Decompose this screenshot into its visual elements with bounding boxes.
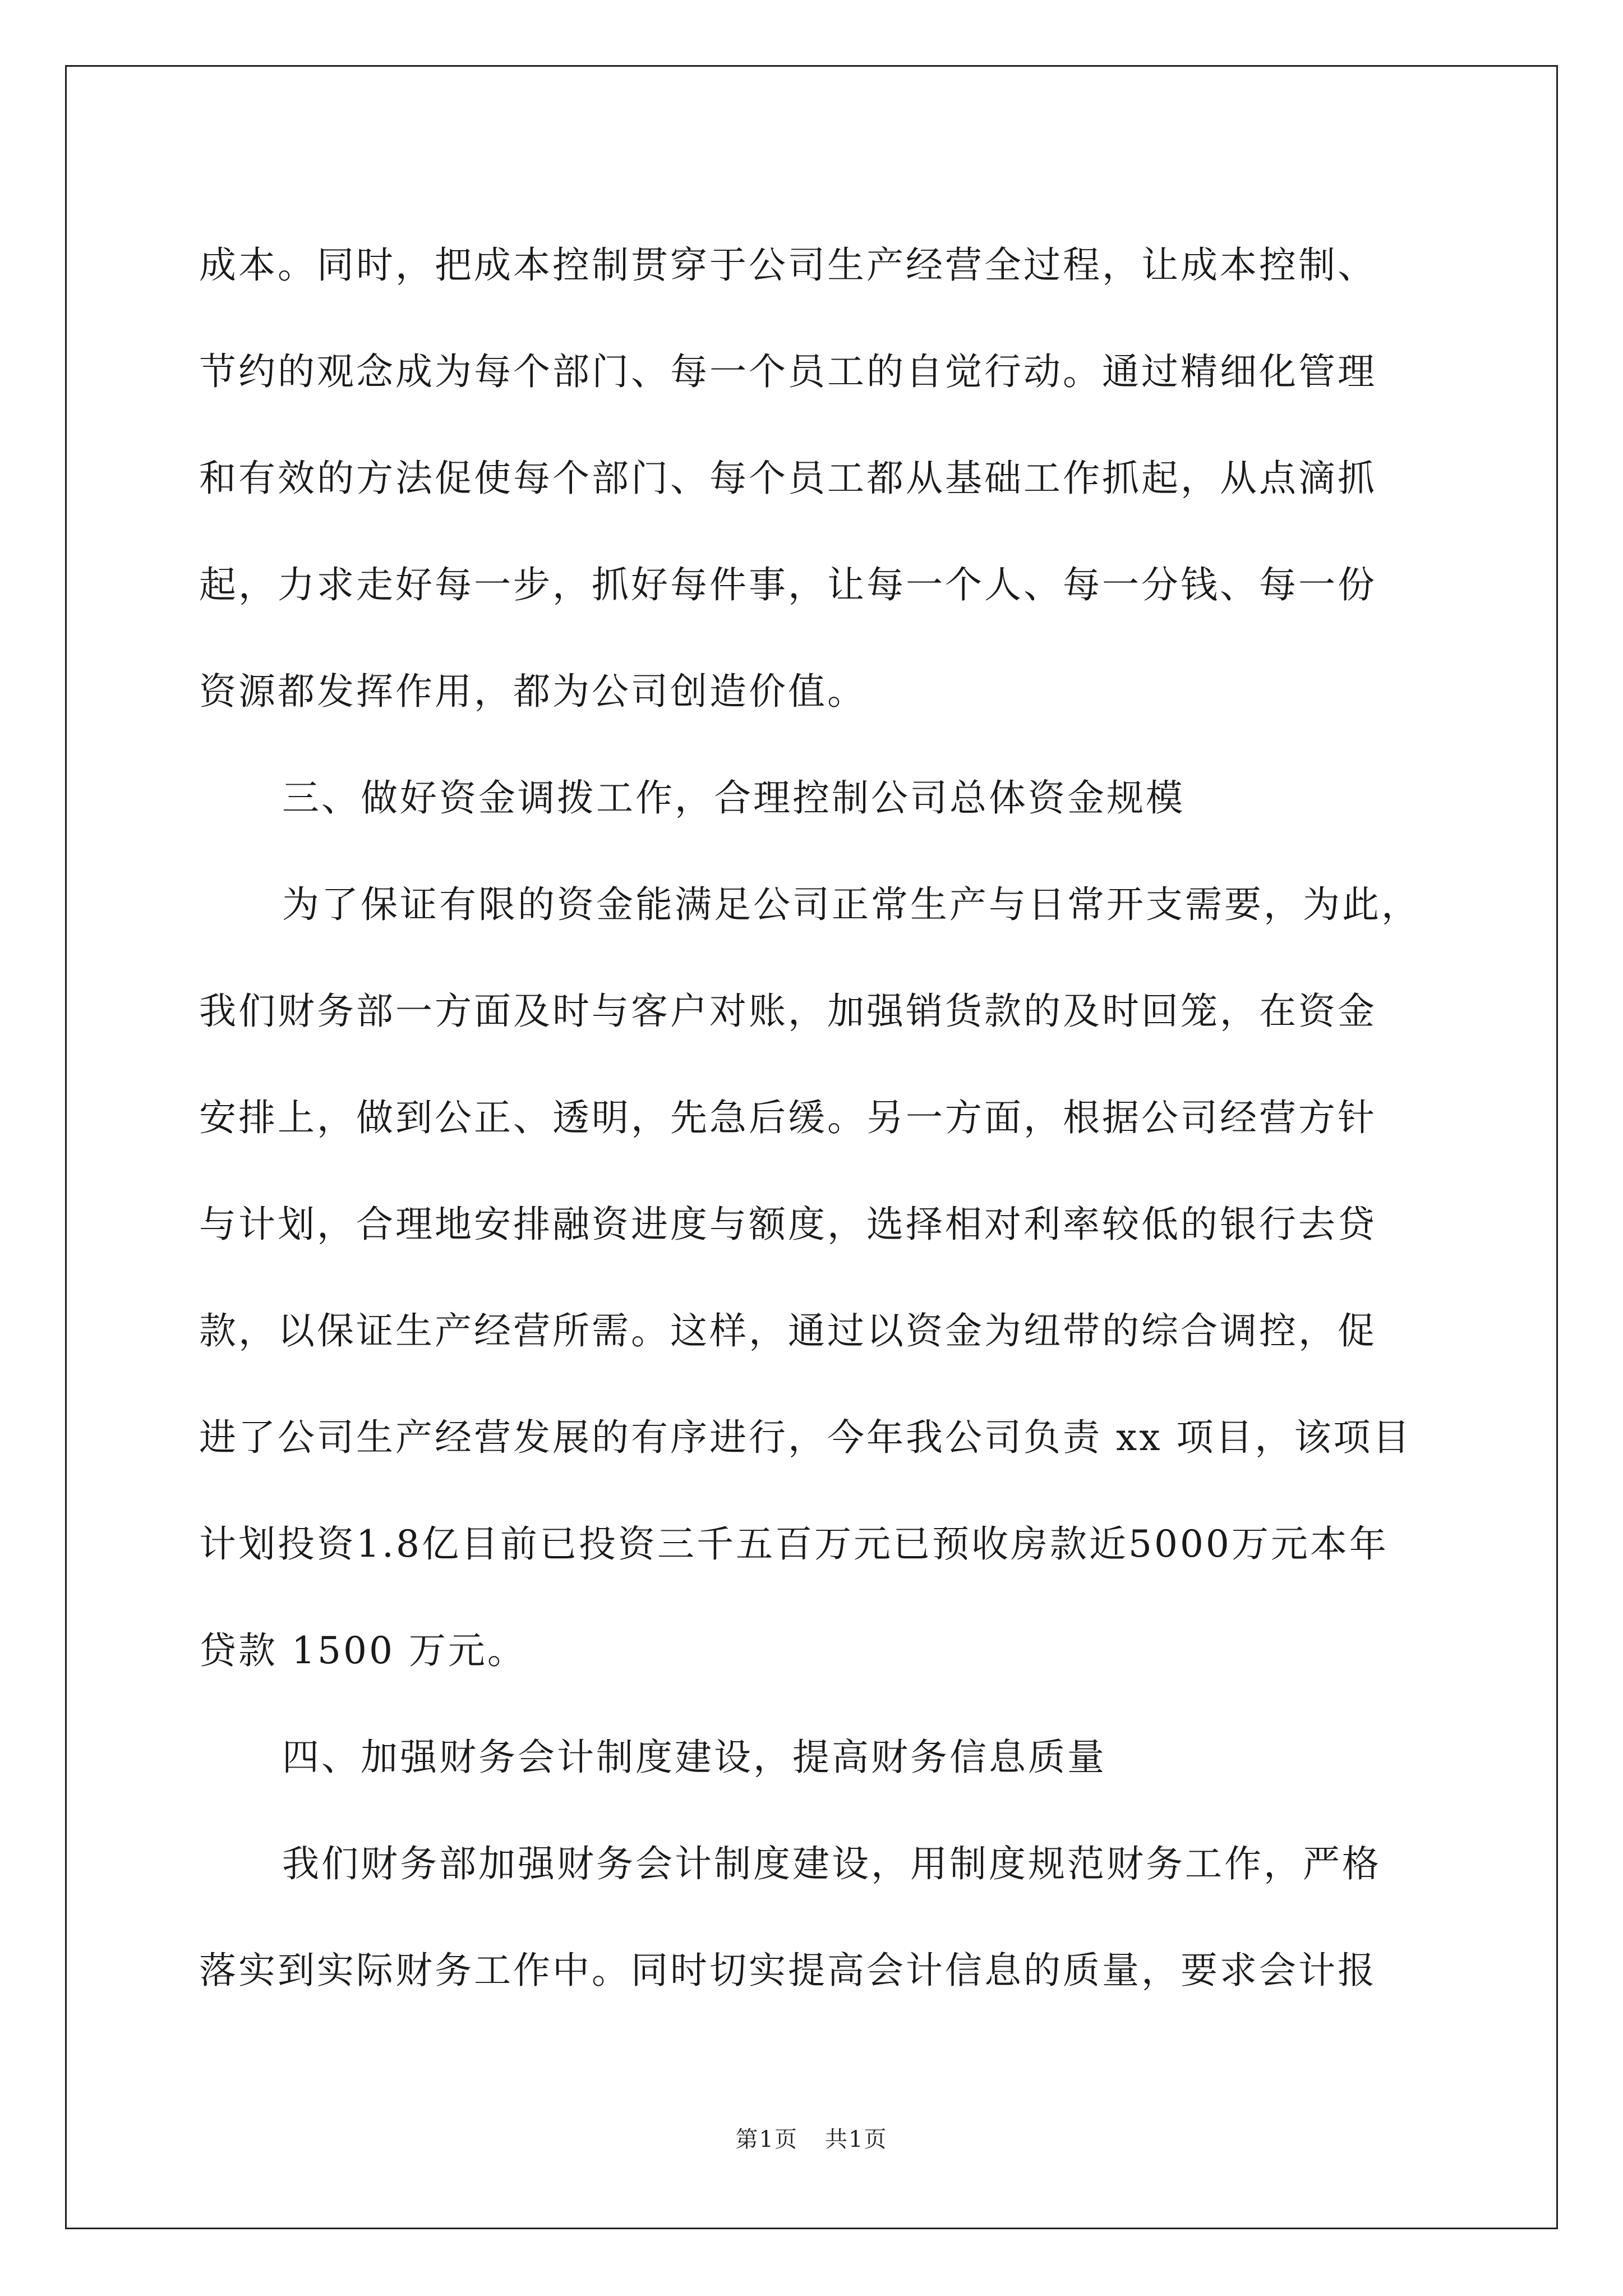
text-line-13: 计划投资1.8亿目前已投资三千五百万元已预收房款近5000万元本年	[199, 1522, 1389, 1566]
text-line-10: 与计划，合理地安排融资进度与额度，选择相对利率较低的银行去贷	[199, 1203, 1377, 1246]
page-footer	[0, 2122, 1623, 2154]
section-heading-3: 三、做好资金调拨工作，合理控制公司总体资金规模	[282, 776, 1185, 820]
document-body	[199, 212, 1461, 2024]
text-line-3: 和有效的方法促使每个部门、每个员工都从基础工作抓起，从点滴抓	[199, 457, 1377, 500]
text-line-14: 贷款 1500 万元。	[199, 1629, 527, 1672]
text-line-5: 资源都发挥作用，都为公司创造价值。	[199, 670, 866, 713]
text-line-16: 我们财务部加强财务会计制度建设，用制度规范财务工作，严格	[282, 1842, 1381, 1885]
text-line-12: 进了公司生产经营发展的有序进行，今年我公司负责 xx 项目，该项目	[199, 1416, 1412, 1459]
text-line-11: 款，以保证生产经营所需。这样，通过以资金为纽带的综合调控，促	[199, 1309, 1377, 1352]
page-total: 共1页	[825, 2127, 888, 2152]
text-line-2: 节约的观念成为每个部门、每一个员工的自觉行动。通过精细化管理	[199, 350, 1377, 393]
text-line-9: 安排上，做到公正、透明，先急后缓。另一方面，根据公司经营方针	[199, 1096, 1377, 1139]
text-line-7: 为了保证有限的资金能满足公司正常生产与日常开支需要，为此，	[282, 883, 1421, 926]
text-line-17: 落实到实际财务工作中。同时切实提高会计信息的质量，要求会计报	[199, 1949, 1377, 1992]
section-heading-4: 四、加强财务会计制度建设，提高财务信息质量	[282, 1736, 1106, 1779]
page-number: 第1页	[735, 2127, 798, 2152]
text-line-8: 我们财务部一方面及时与客户对账，加强销货款的及时回笼，在资金	[199, 990, 1377, 1033]
text-line-4: 起，力求走好每一步，抓好每件事，让每一个人、每一分钱、每一份	[199, 563, 1377, 606]
text-line-1: 成本。同时，把成本控制贯穿于公司生产经营全过程，让成本控制、	[199, 243, 1377, 287]
